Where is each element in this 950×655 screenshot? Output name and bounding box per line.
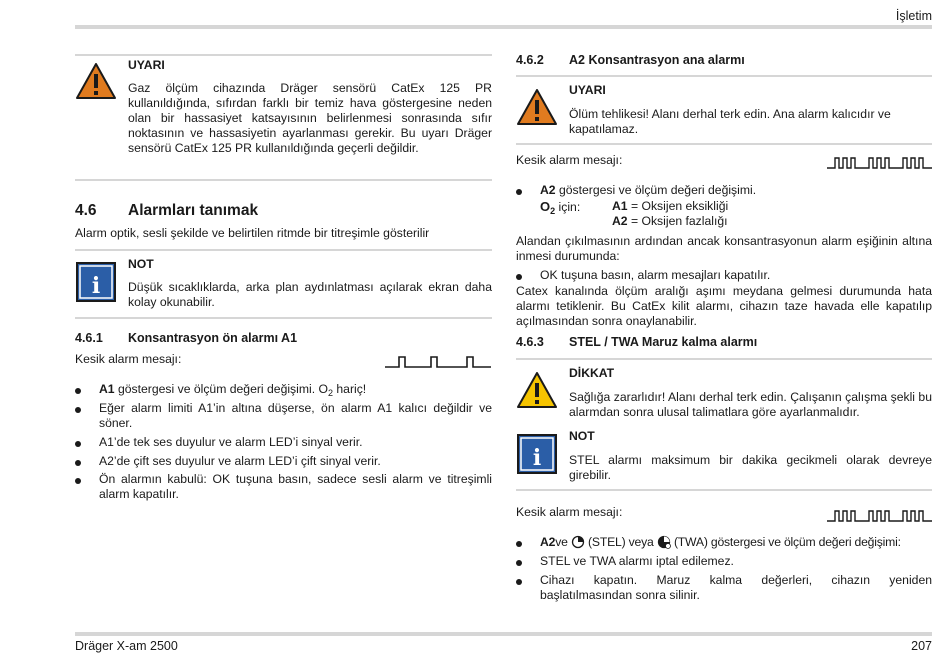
bullet-dot: [75, 460, 81, 466]
paragraph: Catex kanalında ölçüm aralığı aşımı meydana gelmesi durumunda hata alarmı tetiklenir. Bu CatEx kilit alarmı, cihazın taze havada elle kapatılıp açılmasından sonra onaylanabilir.: [516, 284, 932, 328]
stel-clock-icon: [571, 535, 585, 553]
bullet-dot: [516, 189, 522, 195]
o2-a2-line: [612, 214, 728, 229]
svg-text:i: i: [91, 273, 101, 299]
list-text: OK tuşuna basın, alarm mesajları kapatılır.: [540, 268, 771, 282]
list-text: göstergesi ve ölçüm değeri değişimi.: [555, 183, 757, 197]
section-heading: [75, 203, 258, 218]
list-item: [516, 554, 932, 569]
warning-label: UYARI: [569, 83, 606, 97]
alarm-signal-icon: [827, 509, 933, 527]
caution-triangle-icon: [516, 371, 558, 413]
bullet-dot: [516, 579, 522, 585]
divider: [75, 249, 492, 251]
list-text: Cihazı kapatın. Maruz kalma değerleri, cihazın yeniden başlatılmasından sonra silinir.: [540, 573, 932, 602]
list-item: [75, 472, 492, 502]
list-text: A1’de tek ses duyulur ve alarm LED’i sinyal verir.: [99, 435, 363, 449]
list-text: hariç!: [333, 382, 367, 396]
divider: [516, 143, 932, 145]
list-text: (TWA) göstergesi ve ölçüm değeri değişimi:: [670, 535, 901, 549]
divider: [516, 489, 932, 491]
subsection-heading: [516, 335, 757, 350]
alarm-signal-icon: [385, 355, 492, 373]
alarm-code: A2: [612, 214, 628, 228]
bullet-dot: [516, 541, 522, 547]
warning-triangle-icon: [75, 62, 117, 104]
note-label: NOT: [569, 429, 595, 443]
subscript: 2: [327, 388, 333, 398]
section-intro: Alarm optik, sesli şekilde ve belirtilen ritmde bir titreşimle gösterilir: [75, 226, 430, 240]
section-number: 4.6: [75, 202, 97, 219]
alarm-code: A2: [540, 183, 556, 197]
list-item: [75, 382, 492, 397]
paragraph: Alandan çıkılmasının ardından ancak konsantrasyonun alarm eşiğinin altına inmesi durumunda:: [516, 234, 932, 263]
caution-label: DİKKAT: [569, 366, 615, 380]
header-rule: [75, 25, 932, 29]
divider: [75, 317, 492, 319]
subsection-heading: [75, 331, 297, 346]
list-text: STEL ve TWA alarmı iptal edilemez.: [540, 554, 734, 568]
page-number: 207: [911, 639, 932, 653]
note-text: Düşük sıcaklıklarda, arka plan aydınlatması açılarak ekran daha kolay okunabilir.: [128, 280, 492, 309]
divider: [75, 54, 492, 56]
warning-triangle-icon: [516, 88, 558, 130]
caution-text: Sağlığa zararlıdır! Alanı derhal terk edin. Çalışanın çalışma şekli bu alarmdan sonra ulusal talimatlara göre ayarlanmalıdır.: [569, 390, 932, 419]
divider: [75, 179, 492, 181]
note-label: NOT: [128, 257, 154, 271]
divider: [516, 358, 932, 360]
warning-label: UYARI: [128, 58, 165, 72]
note-text: STEL alarmı maksimum bir dakika gecikmeli olarak devreye girebilir.: [569, 453, 932, 482]
signal-label: Kesik alarm mesajı:: [75, 352, 182, 366]
bullet-dot: [75, 407, 81, 413]
page-header: [75, 0, 932, 30]
signal-label: Kesik alarm mesajı:: [516, 505, 623, 519]
header-title: İşletim: [895, 9, 932, 23]
bullet-dot: [75, 388, 81, 394]
alarm-signal-icon: [827, 156, 933, 174]
list-item: [75, 454, 492, 469]
bullet-dot: [516, 560, 522, 566]
list-item: [516, 535, 932, 553]
subsection-number: 4.6.2: [516, 53, 544, 67]
warning-text: Ölüm tehlikesi! Alanı derhal terk edin. Ana alarm kalıcıdır ve kapatılamaz.: [569, 107, 891, 136]
svg-text:i: i: [532, 445, 542, 471]
alarm-code: A1: [612, 199, 628, 213]
page-footer: [75, 632, 932, 654]
list-item: [516, 183, 932, 198]
list-text: Eğer alarm limiti A1’in altına düşerse, ön alarm A1 kalıcı değildir ve söner.: [99, 401, 492, 430]
list-item: [516, 573, 932, 603]
subsection-title: STEL / TWA Maruz kalma alarmı: [569, 335, 758, 349]
section-title: Alarmları tanımak: [128, 202, 259, 219]
bullet-dot: [516, 274, 522, 280]
twa-clock-icon: [657, 535, 671, 553]
bullet-dot: [75, 441, 81, 447]
divider: [516, 75, 932, 77]
signal-label: Kesik alarm mesajı:: [516, 153, 623, 167]
subsection-title: A2 Konsantrasyon ana alarmı: [569, 53, 745, 67]
list-item: [516, 268, 932, 283]
alarm-code: A2: [540, 535, 556, 549]
list-item: [75, 401, 492, 431]
o2-label: [540, 199, 580, 215]
warning-text: Gaz ölçüm cihazında Dräger sensörü CatEx 125 PR kullanıldığında, sıfırdan farklı bir temiz hava göstergesine neden olan bir hassasiyet katsayısının belirlenmesi sonrasında sıfır noktasının ve hassasiyetin ayarlanması gerekir. Bu uyarı Dräger sensörü CatEx 125 PR kullanıldığında geçerli değildir.: [128, 81, 492, 155]
o2-symbol: O: [540, 199, 551, 214]
info-icon: [76, 262, 116, 306]
list-text: = Oksijen fazlalığı: [627, 214, 728, 228]
list-text: göstergesi ve ölçüm değeri değişimi. O: [114, 382, 328, 396]
list-text: için:: [555, 200, 581, 214]
list-text: (STEL) veya: [584, 535, 657, 549]
list-text: A2’de çift ses duyulur ve alarm LED’i çift sinyal verir.: [99, 454, 381, 468]
alarm-code: A1: [99, 382, 115, 396]
footer-product: Dräger X-am 2500: [75, 639, 178, 653]
list-text: ve: [555, 535, 571, 549]
footer-rule: [75, 632, 932, 636]
o2-a1-line: [612, 199, 728, 214]
list-text: Ön alarmın kabulü: OK tuşuna basın, sadece sesli alarm ve titreşimli alarm kapatılır.: [99, 472, 492, 501]
subsection-number: 4.6.1: [75, 331, 103, 345]
subsection-number: 4.6.3: [516, 335, 544, 349]
bullet-dot: [75, 478, 81, 484]
subscript: 2: [550, 206, 556, 216]
subsection-heading: [516, 53, 745, 68]
list-item: [75, 435, 492, 450]
info-icon: [517, 434, 557, 478]
list-text: = Oksijen eksikliği: [627, 199, 729, 213]
subsection-title: Konsantrasyon ön alarmı A1: [128, 331, 298, 345]
